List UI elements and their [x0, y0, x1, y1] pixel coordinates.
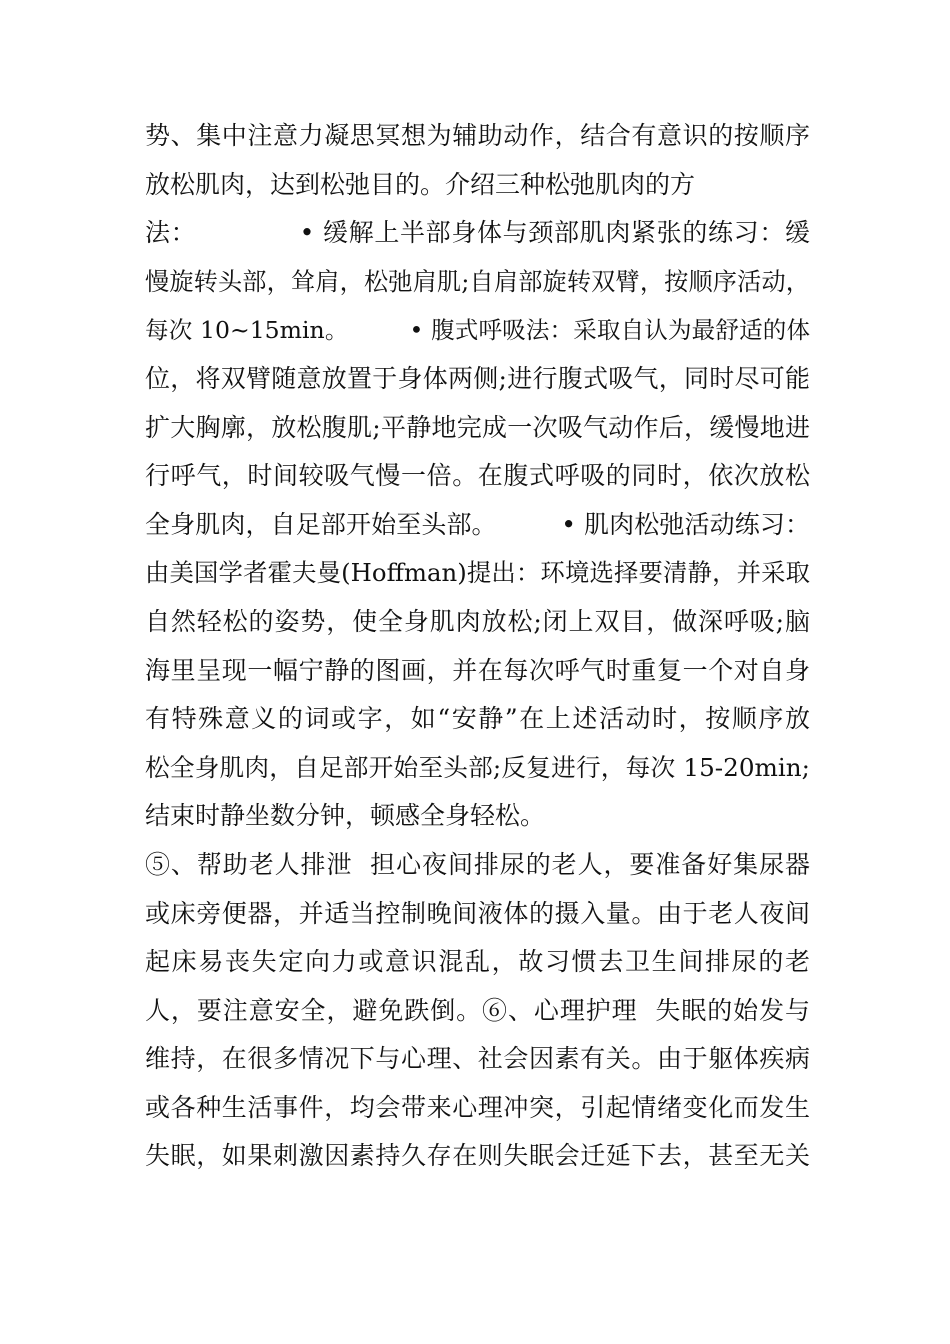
text-line: 放松肌肉，达到松弛目的。介绍三种松弛肌肉的方: [145, 169, 696, 199]
text-line: 有特殊意义的词或字，如“安静”在上述活动时，按顺序放: [145, 704, 810, 734]
text-line: 维持，在很多情况下与心理、社会因素有关。由于躯体疾病: [145, 1044, 810, 1074]
text-line: 法： • 缓解上半部身体与颈部肌肉紧张的练习：缓: [145, 218, 810, 248]
text-line: 行呼气，时间较吸气慢一倍。在腹式呼吸的同时，依次放松: [145, 461, 810, 491]
text-line: 或各种生活事件，均会带来心理冲突，引起情绪变化而发生: [145, 1092, 810, 1122]
text-line: 势、集中注意力凝思冥想为辅助动作，结合有意识的按顺序: [145, 121, 810, 150]
text-line: 每次 10~15min。 • 腹式呼吸法：采取自认为最舒适的体: [145, 316, 810, 345]
text-line: 自然轻松的姿势，使全身肌肉放松;闭上双目，做深呼吸;脑: [145, 606, 810, 636]
text-line: 海里呈现一幅宁静的图画，并在每次呼气时重复一个对自身: [145, 655, 810, 685]
text-line: 由美国学者霍夫曼(Hoffman)提出：环境选择要清静，并采取: [145, 558, 810, 588]
text-line: 扩大胸廓，放松腹肌;平静地完成一次吸气动作后，缓慢地进: [145, 412, 810, 442]
text-line: 起床易丧失定向力或意识混乱，故习惯去卫生间排尿的老: [145, 947, 810, 977]
text-line: 全身肌肉，自足部开始至头部。 • 肌肉松弛活动练习：: [145, 509, 810, 539]
text-line: 或床旁便器，并适当控制晚间液体的摄入量。由于老人夜间: [145, 898, 810, 928]
body-text: [145, 112, 810, 1181]
text-line: 结束时静坐数分钟，顿感全身轻松。: [145, 801, 546, 831]
text-line: 慢旋转头部，耸肩，松弛肩肌;自肩部旋转双臂，按顺序活动，: [145, 267, 810, 296]
text-line: 人，要注意安全，避免跌倒。⑥、心理护理 失眠的始发与: [145, 995, 810, 1025]
text-line: 失眠，如果刺激因素持久存在则失眠会迁延下去，甚至无关: [145, 1141, 810, 1171]
text-line: ⑤、帮助老人排泄 担心夜间排尿的老人，要准备好集尿器: [145, 849, 810, 879]
text-line: 松全身肌肉，自足部开始至头部;反复进行，每次 15-20min;: [145, 752, 810, 782]
text-line: 位，将双臂随意放置于身体两侧;进行腹式吸气，同时尽可能: [145, 363, 810, 393]
